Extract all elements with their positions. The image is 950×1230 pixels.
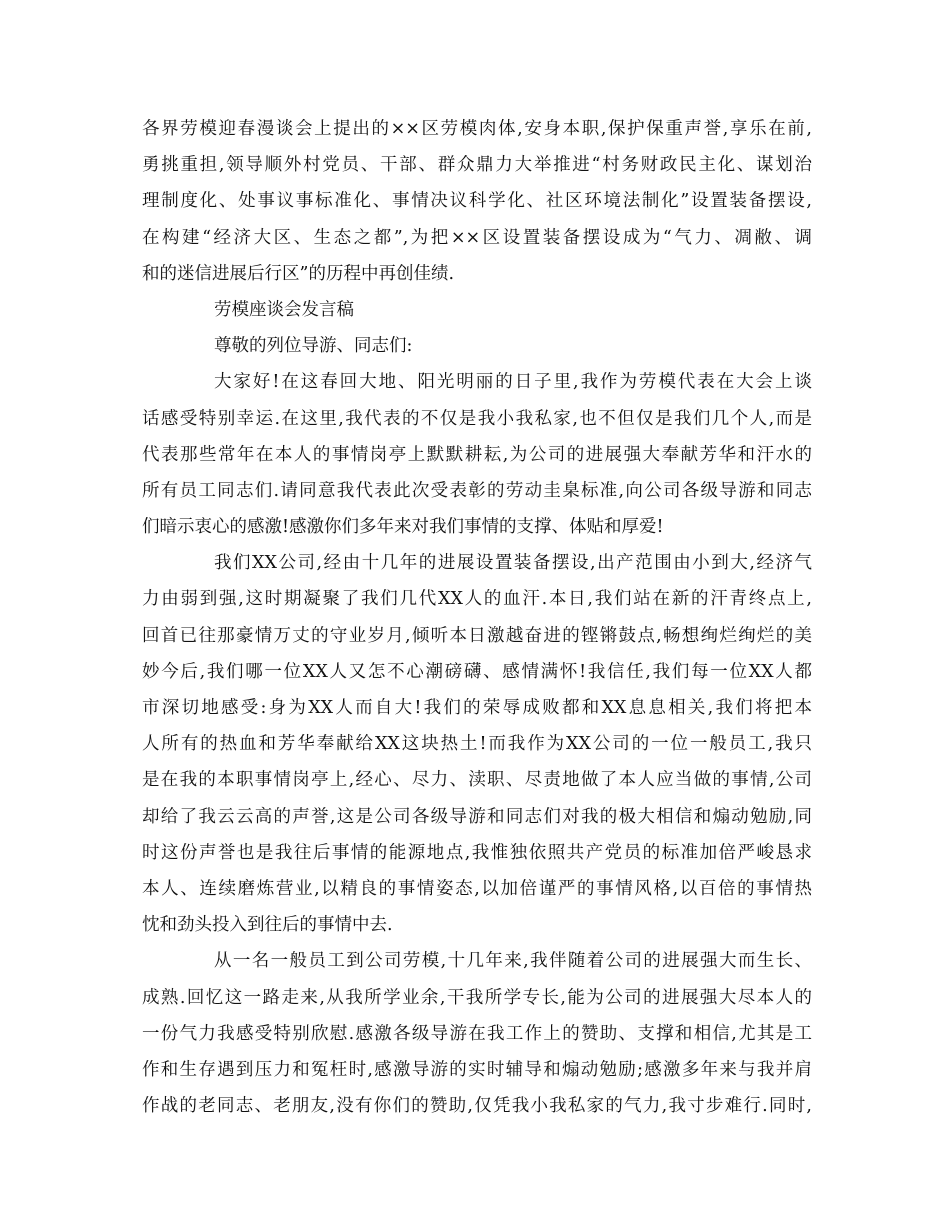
text-line: 是在我的本职事情岗亭上,经心、尽力、渎职、尽责地做了本人应当做的事情,公司: [142, 770, 812, 791]
text-line: 各界劳模迎春漫谈会上提出的××区劳模肉体,安身本职,保护保重声誉,享乐在前,: [142, 119, 812, 139]
text-line: 勇挑重担,领导顺外村党员、干部、群众鼎力大举推进“村务财政民主化、谋划治: [142, 155, 812, 176]
text-line: 妙今后,我们哪一位XX人又怎不心潮磅礴、感情满怀!我信任,我们每一位XX人都: [142, 661, 812, 682]
text-line: 所有员工同志们.请同意我代表此次受表彰的劳动圭臬标准,向公司各级导游和同志: [142, 480, 812, 501]
text-line: 和的迷信进展后行区”的历程中再创佳绩.: [142, 263, 455, 284]
text-line: 话感受特别幸运.在这里,我代表的不仅是我小我私家,也不但仅是我们几个人,而是: [142, 408, 812, 429]
text-line: 大家好!在这春回大地、阳光明丽的日子里,我作为劳模代表在大会上谈: [214, 372, 812, 393]
text-line: 成熟.回忆这一路走来,从我所学业余,干我所学专长,能为公司的进展强大尽本人的: [142, 987, 812, 1008]
text-line: 回首已往那豪情万丈的守业岁月,倾听本日激越奋进的铿锵鼓点,畅想绚烂绚烂的美: [142, 625, 812, 646]
text-line: 在构建“经济大区、生态之都”,为把××区设置装备摆设成为“气力、凋敝、调: [142, 227, 812, 248]
text-line: 作战的老同志、老朋友,没有你们的赞助,仅凭我小我私家的气力,我寸步难行.同时,: [142, 1096, 812, 1117]
text-line: 我们XX公司,经由十几年的进展设置装备摆设,出产范围由小到大,经济气: [214, 553, 812, 574]
section-title: 劳模座谈会发言稿: [214, 299, 354, 320]
document-body: [142, 111, 812, 1124]
text-line: 理制度化、处事议事标准化、事情决议科学化、社区环境法制化”设置装备摆设,: [142, 191, 812, 212]
text-line: 却给了我云云高的声誉,这是公司各级导游和同志们对我的极大相信和煽动勉励,同: [142, 806, 812, 827]
text-line: 本人、连续磨炼营业,以精良的事情姿态,以加倍谨严的事情风格,以百倍的事情热: [142, 878, 812, 899]
text-line: 代表那些常年在本人的事情岗亭上默默耕耘,为公司的进展强大奉献芳华和汗水的: [142, 444, 812, 465]
text-line: 一份气力我感受特别欣慰.感激各级导游在我工作上的赞助、支撑和相信,尤其是工: [142, 1023, 812, 1044]
text-line: 作和生存遇到压力和冤枉时,感激导游的实时辅导和煽动勉励;感激多年来与我并肩: [142, 1059, 812, 1080]
text-line: 人所有的热血和芳华奉献给XX这块热土!而我作为XX公司的一位一般员工,我只: [142, 734, 812, 755]
text-line: 时这份声誉也是我往后事情的能源地点,我惟独依照共产党员的标准加倍严峻恳求: [142, 842, 812, 863]
text-line: 忱和劲头投入到往后的事情中去.: [142, 915, 393, 936]
text-line: 从一名一般员工到公司劳模,十几年来,我伴随着公司的进展强大而生长、: [214, 951, 812, 972]
text-line: 力由弱到强,这时期凝聚了我们几代XX人的血汗.本日,我们站在新的汗青终点上,: [142, 589, 812, 610]
text-line: 市深切地感受:身为XX人而自大!我们的荣辱成败都和XX息息相关,我们将把本: [142, 698, 812, 718]
text-line: 们暗示衷心的感激!感激你们多年来对我们事情的支撑、体贴和厚爱!: [142, 517, 664, 538]
salutation: 尊敬的列位导游、同志们:: [214, 336, 413, 357]
